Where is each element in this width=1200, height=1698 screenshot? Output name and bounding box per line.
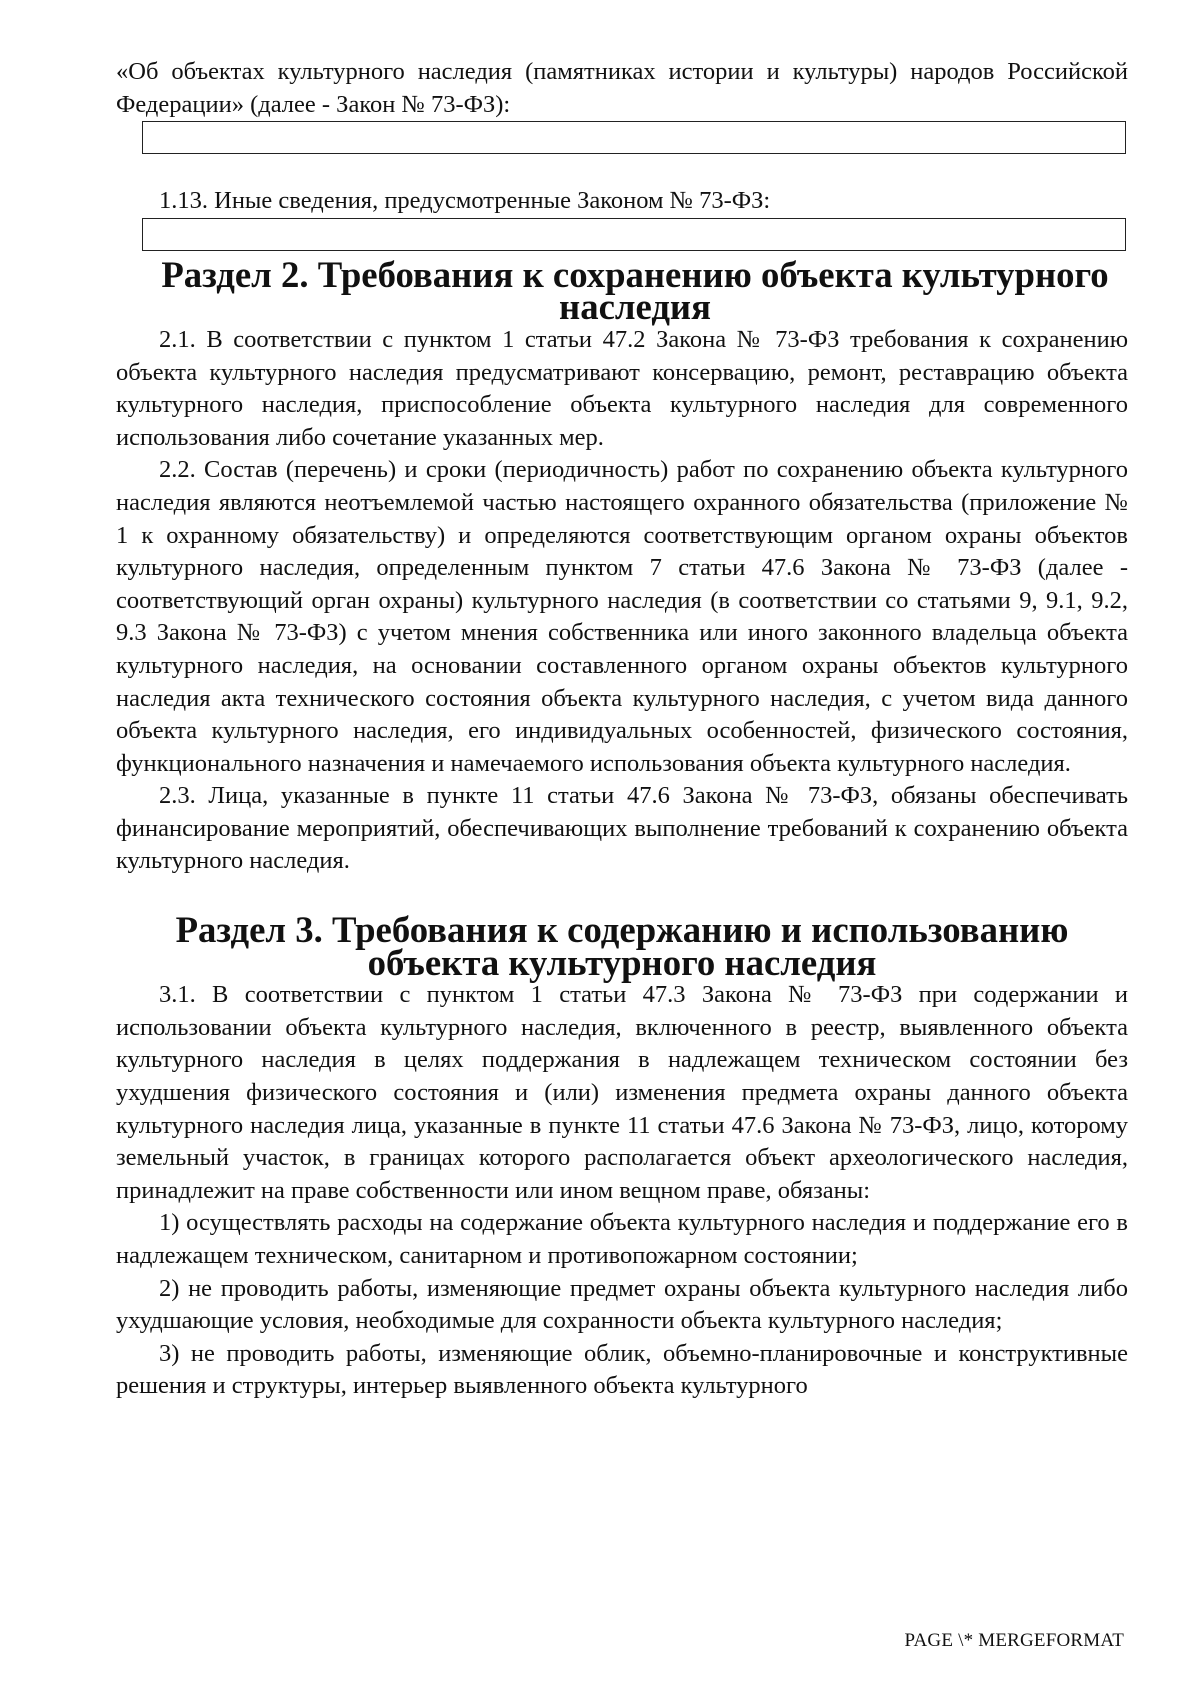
section2-heading: Раздел 2. Требования к сохранению объекта культурного наследия: [161, 253, 1109, 328]
section3-paragraph-3-1: 3.1. В соответствии с пунктом 1 статьи 47.3 Закона № 73-ФЗ при содержании и использовании объекта культурного наследия, включенного в реестр, выявленного объекта культурного наследия в целях поддержания в надлежащем техническом состоянии без ухудшения физического состояния и (или) изменения предмета охраны данного объекта культурного наследия лица, указанные в пункте 11 статьи 47.6 Закона № 73-ФЗ, лицо, которому земельный участок, в границах которого располагается объект археологического наследия, принадлежит на праве собственности или ином вещном праве, обязаны:: [116, 981, 1128, 1204]
blank-field-box-2: [142, 218, 1126, 251]
item-1-13-paragraph: 1.13. Иные сведения, предусмотренные Законом № 73-ФЗ:: [159, 187, 771, 215]
section3-heading: Раздел 3. Требования к содержанию и использованию объекта культурного наследия: [175, 909, 1069, 983]
section3-list-item-2: 2) не проводить работы, изменяющие предмет охраны объекта культурного наследия либо ухудшающие условия, необходимые для сохранности объекта культурного наследия;: [116, 1274, 1128, 1335]
spacer: [116, 154, 1128, 185]
section3-list-item-3: 3) не проводить работы, изменяющие облик, объемно-планировочные и конструктивные решения и структуры, интерьер выявленного объекта культурного: [116, 1339, 1128, 1400]
section3-list-item-1: 1) осуществлять расходы на содержание объекта культурного наследия и поддержание его в надлежащем техническом, санитарном и противопожарном состоянии;: [116, 1209, 1128, 1269]
section2-paragraph-2-3: 2.3. Лица, указанные в пункте 11 статьи 47.6 Закона № 73-ФЗ, обязаны обеспечивать финансирование мероприятий, обеспечивающих выполнение требований к сохранению объекта культурного наследия.: [116, 782, 1128, 875]
page-number-field: PAGE \* MERGEFORMAT: [904, 1630, 1124, 1651]
section2-paragraph-2-1: 2.1. В соответствии с пунктом 1 статьи 47.2 Закона № 73-ФЗ требования к сохранению объекта культурного наследия предусматривают консервацию, ремонт, реставрацию объекта культурного наследия, приспособление объекта культурного наследия для современного использования либо сочетание указанных мер.: [116, 325, 1128, 451]
intro-paragraph: «Об объектах культурного наследия (памятниках истории и культуры) народов Российской Федерации» (далее - Закон № 73-ФЗ):: [116, 58, 1128, 118]
section2-paragraph-2-2: 2.2. Состав (перечень) и сроки (периодичность) работ по сохранению объекта культурного наследия являются неотъемлемой частью настоящего охранного обязательства (приложение № 1 к охранному обязательству) и определяются соответствующим органом охраны объектов культурного наследия, определенным пунктом 7 статьи 47.6 Закона № 73-ФЗ (далее - соответствующий орган охраны) культурного наследия (в соответствии со статьями 9, 9.1, 9.2, 9.3 Закона № 73-ФЗ) с учетом мнения собственника или иного законного владельца объекта культурного наследия, на основании составленного органом охраны объектов культурного наследия акта технического состояния объекта культурного наследия, с учетом вида данного объекта культурного наследия, его индивидуальных особенностей, физического состояния, функционального назначения и намечаемого использования объекта культурного наследия.: [116, 456, 1128, 777]
blank-field-box-1: [142, 121, 1126, 154]
